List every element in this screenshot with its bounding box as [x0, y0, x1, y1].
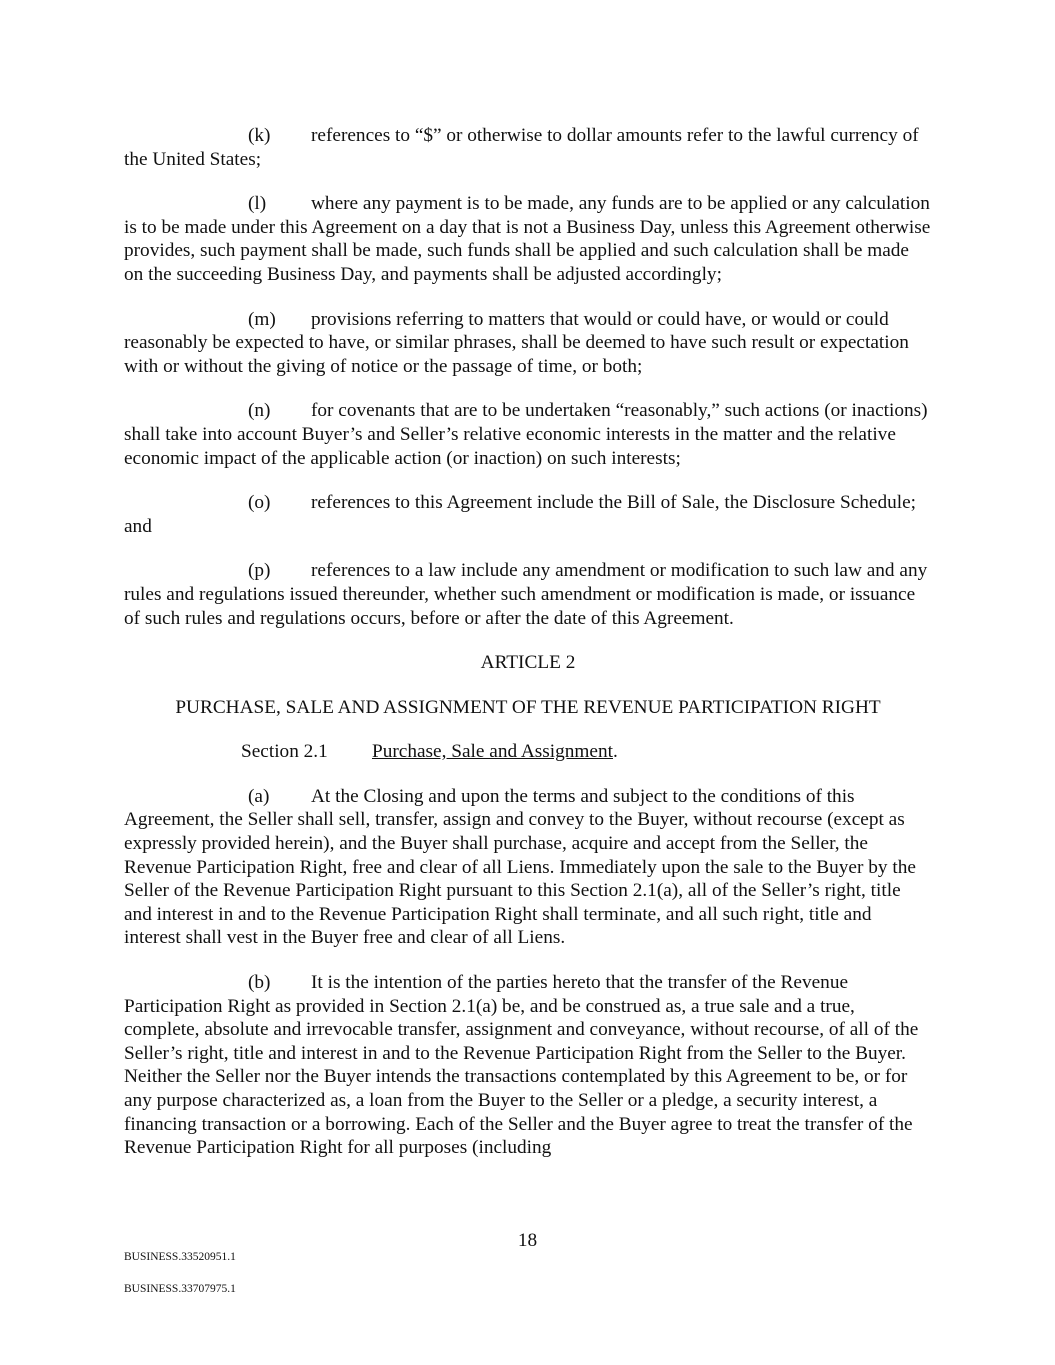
clause-label: (a): [248, 785, 270, 807]
clause-k: [124, 124, 932, 171]
page-number: 18: [517, 1230, 538, 1251]
article-number: ARTICLE 2: [480, 652, 576, 674]
section-heading: [124, 740, 932, 764]
section-number: Section 2.1: [241, 741, 328, 763]
clause-text: for covenants that are to be undertaken “reasonably,” such actions (or inactions) shall take into account Buyer’s and Seller’s relative economic interests in the matter and the relative economic impact of the applicable action (or inaction) on such interests;: [124, 400, 928, 469]
clause-text: where any payment is to be made, any funds are to be applied or any calculation is to be made under this Agreement on a day that is not a Business Day, unless this Agreement otherwise provides, such payment shall be made, such funds shall be applied and such calculation shall be made on the succeeding Business Day, and payments shall be adjusted accordingly;: [124, 193, 931, 285]
clause-label: (b): [248, 972, 271, 994]
clause-text: It is the intention of the parties hereto that the transfer of the Revenue Participation Right as provided in Section 2.1(a) be, and be construed as, a true sale and a true, complete, absolute and irrevocable transfer, assignment and conveyance, without recourse, of all of the Seller’s right, title and interest in and to the Revenue Participation Right from the Seller to the Buyer. Neither the Seller nor the Buyer intends the transactions contemplated by this Agreement to be, or for any purpose characterized as, a loan from the Buyer to the Seller or a pledge, a security interest, a financing transaction or a borrowing. Each of the Seller and the Buyer agree to treat the transfer of the Revenue Participation Right for all purposes (including: [124, 972, 919, 1159]
clause-label: (p): [248, 560, 271, 582]
clause-p: [124, 559, 932, 630]
clause-b: [124, 971, 932, 1160]
clause-label: (m): [248, 308, 276, 330]
section-title: Purchase, Sale and Assignment: [372, 741, 613, 763]
clause-text: references to “$” or otherwise to dollar amounts refer to the lawful currency of the United States;: [124, 125, 919, 170]
section-title-period: .: [612, 741, 618, 763]
footer-document-id: BUSINESS.33520951.1: [124, 1251, 236, 1263]
clause-m: [124, 308, 932, 379]
document-body: [124, 124, 932, 1181]
clause-text: At the Closing and upon the terms and subject to the conditions of this Agreement, the Seller shall sell, transfer, assign and convey to the Buyer, without recourse (except as expressly provided herein), and the Buyer shall purchase, acquire and accept from the Seller, the Revenue Participation Right, free and clear of all Liens. Immediately upon the sale to the Buyer by the Seller of the Revenue Participation Right pursuant to this Section 2.1(a), all of the Seller’s right, title and interest in and to the Revenue Participation Right shall terminate, and all such right, title and interest shall vest in the Buyer free and clear of all Liens.: [124, 785, 916, 949]
clause-text: references to a law include any amendment or modification to such law and any rules and regulations issued thereunder, whether such amendment or modification is made, or issuance of such rules and regulations occurs, before or after the date of this Agreement.: [124, 560, 928, 629]
clause-label: (l): [248, 193, 267, 215]
clause-label: (n): [248, 400, 271, 422]
clause-label: (o): [248, 492, 271, 514]
clause-text: references to this Agreement include the Bill of Sale, the Disclosure Schedule; and: [124, 492, 917, 537]
clause-label: (k): [248, 125, 271, 146]
footer-document-id: BUSINESS.33707975.1: [124, 1283, 236, 1295]
clause-n: [124, 399, 932, 470]
clause-text: provisions referring to matters that would or could have, or would or could reasonably be expected to have, or similar phrases, shall be deemed to have such result or expectation with or without the giving of notice or the passage of time, or both;: [124, 308, 909, 377]
clause-l: [124, 192, 932, 286]
article-title: PURCHASE, SALE AND ASSIGNMENT OF THE REVENUE PARTICIPATION RIGHT: [175, 696, 881, 718]
clause-a: [124, 785, 932, 950]
clause-o: [124, 491, 932, 538]
